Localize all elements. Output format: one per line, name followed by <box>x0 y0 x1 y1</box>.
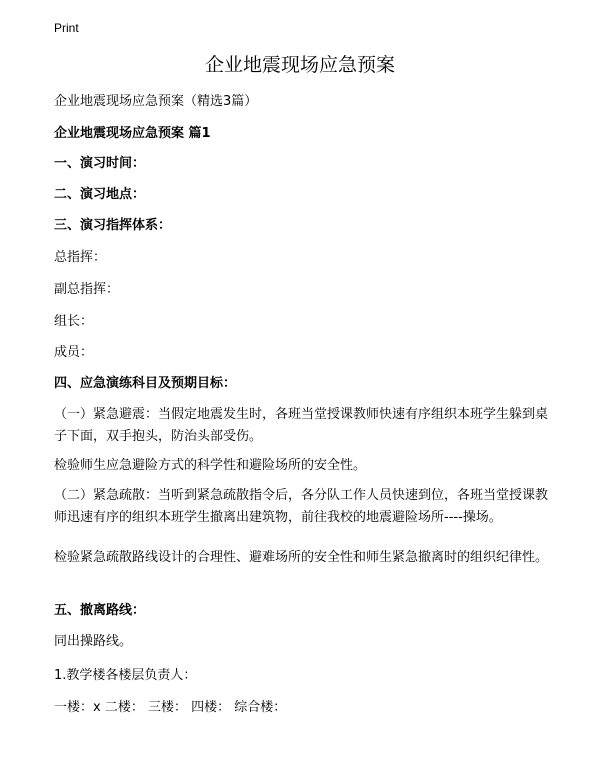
print-link[interactable]: Print <box>54 21 79 35</box>
document-title: 企业地震现场应急预案 <box>204 54 395 76</box>
paragraph-check-evacuation: 检验紧急疏散路线设计的合理性、避难场所的安全性和师生紧急撤离时的组织纪律性。 <box>54 550 549 565</box>
paragraph-floor-leaders: 1.教学楼各楼层负责人： <box>54 668 197 683</box>
paragraph-route: 同出操路线。 <box>54 634 133 649</box>
heading-evacuation-route: 五、撤离路线： <box>54 603 146 618</box>
field-leader: 组长： <box>54 314 94 329</box>
paragraph-emergency-evacuation: （二）紧急疏散：当听到紧急疏散指令后，各分队工作人员快速到位，各班当堂授课教师迅速有序的组织本班学生撤离出建筑物，前往我校的地震避险场所----操场。 <box>54 488 549 525</box>
paragraph-check-shelter: 检验师生应急避险方式的科学性和避险场所的安全性。 <box>54 458 367 473</box>
heading-drill-subjects: 四、应急演练科目及预期目标： <box>54 376 237 391</box>
subtitle-line: 企业地震现场应急预案（精选3篇） <box>54 94 258 109</box>
heading-drill-location: 二、演习地点： <box>54 187 146 202</box>
heading-drill-time: 一、演习时间： <box>54 156 146 171</box>
section-heading: 企业地震现场应急预案 篇1 <box>54 126 211 141</box>
paragraph-emergency-shelter: （一）紧急避震：当假定地震发生时，各班当堂授课教师快速有序组织本班学生躲到桌子下面，双手抱头，防治头部受伤。 <box>54 407 549 444</box>
heading-command-system: 三、演习指挥体系： <box>54 218 172 233</box>
field-deputy-commander: 副总指挥： <box>54 282 120 297</box>
field-commander: 总指挥： <box>54 250 107 265</box>
field-members: 成员： <box>54 345 94 360</box>
paragraph-floors: 一楼：x 二楼： 三楼： 四楼： 综合楼： <box>54 700 287 715</box>
